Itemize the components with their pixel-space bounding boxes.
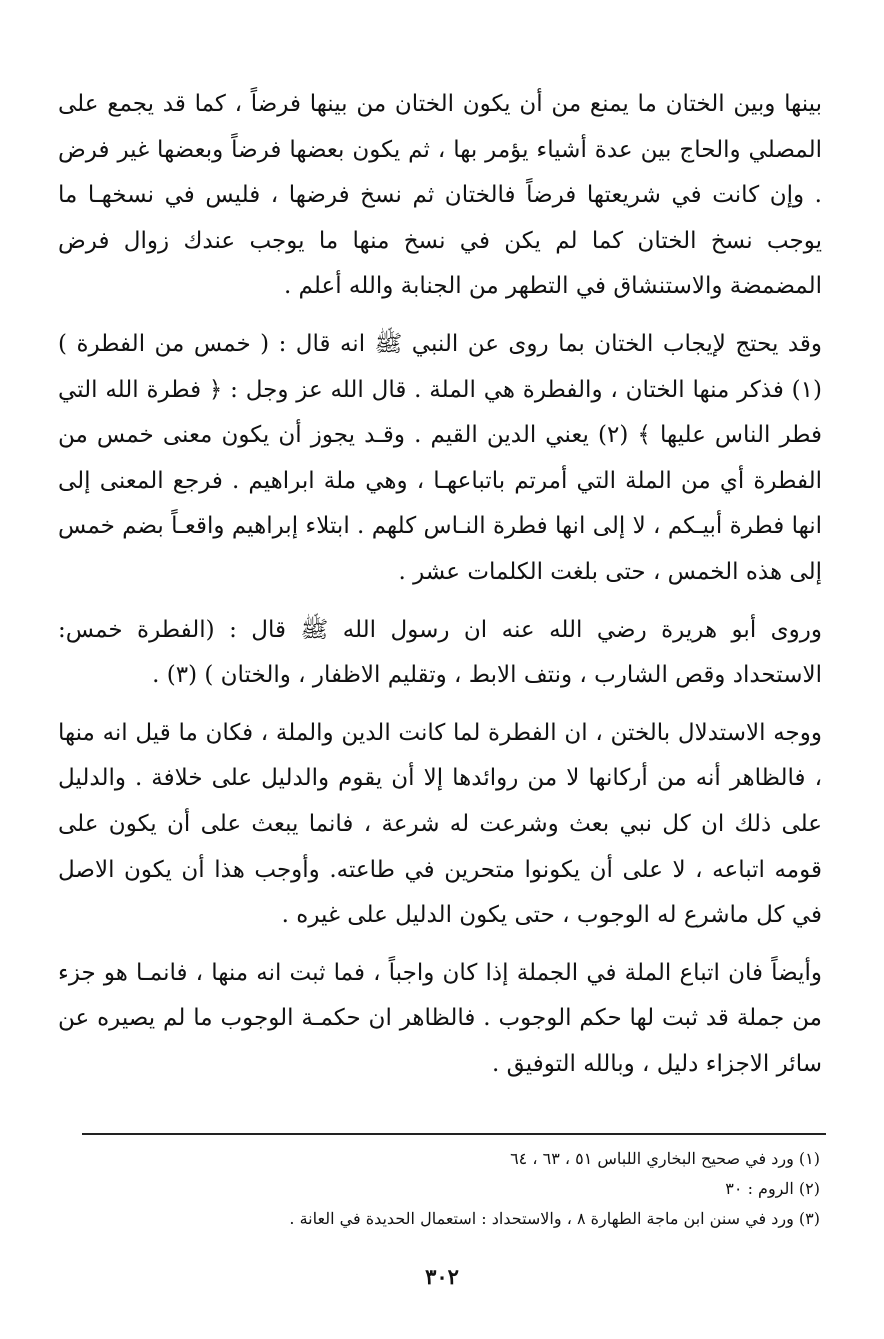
- paragraph-3: وروى أبو هريرة رضي الله عنه ان رسول الله ﷺ قال : (الفطرة خمس: الاستحداد وقص الشارب ، ونتف الابط ، وتقليم الاظفار ، والختان ) (٣) .: [58, 616, 822, 689]
- main-text: [58, 82, 822, 1087]
- footnote-divider: [82, 1133, 826, 1135]
- paragraph-2: وقد يحتج لإيجاب الختان بما روى عن النبي ﷺ انه قال : ( خمس من الفطرة ) (١) فذكر منها الختان ، والفطرة هي الملة . قال الله عز وجل : ﴿ فطرة الله التي فطر الناس عليها ﴾ (٢) يعني الدين القيم . وقـد يجوز أن يكون معنى خمس من الفطرة أي من الملة التي أمرتم باتباعهـا ، وهي ملة ابراهيم . فرجع المعنى إلى انها فطرة أبيـكم ، لا إلى انها فطرة النـاس كلهم . ابتلاء إبراهيم واقعـاً بضم خمس إلى هذه الخمس ، حتى بلغت الكلمات عشر .: [58, 330, 822, 585]
- page-number: ٣٠٢: [425, 1264, 459, 1289]
- footnotes: [120, 1144, 820, 1234]
- paragraph-1: بينها وبين الختان ما يمنع من أن يكون الختان من بينها فرضاً ، كما قد يجمع على المصلي والحاج بين عدة أشياء يؤمر بها ، ثم يكون بعضها فرضاً وبعضها غير فرض . وإن كانت في شريعتها فرضاً فالختان ثم نسخ فرضها ، فليس في نسخهـا ما يوجب نسخ الختان كما لم يكن في نسخ منها ما يوجب عندك زوال فرض المضمضة والاستنشاق في التطهر من الجنابة والله أعلم .: [58, 91, 822, 300]
- footnote-2: (٢) الروم : ٣٠: [725, 1179, 820, 1198]
- paragraph-4: ووجه الاستدلال بالختن ، ان الفطرة لما كانت الدين والملة ، فكان ما قيل انه منها ، فالظاهر أنه من أركانها لا من روائدها إلا أن يقوم والدليل على خلافة . والدليل على ذلك ان كل نبي بعث وشرعت له شرعة ، فانما يبعث على أن يكون على قومه اتباعه ، لا على أن يكونوا متحرين في طاعته. وأوجب هذا أن يكون الاصل في كل ماشرع له الوجوب ، حتى يكون الدليل على غيره .: [58, 719, 822, 929]
- paragraph-5: وأيضاً فان اتباع الملة في الجملة إذا كان واجباً ، فما ثبت انه منها ، فانمـا هو جزء من جملة قد ثبت لها حكم الوجوب . فالظاهر ان حكمـة الوجوب ما لم يصيره عن سائر الاجزاء دليل ، وبالله التوفيق .: [58, 959, 822, 1077]
- footnote-3: (٣) ورد في سنن ابن ماجة الطهارة ٨ ، والاستحداد : استعمال الحديدة في العانة .: [289, 1209, 820, 1228]
- footnote-1: (١) ورد في صحيح البخاري اللباس ٥١ ، ٦٣ ، ٦٤: [510, 1149, 820, 1168]
